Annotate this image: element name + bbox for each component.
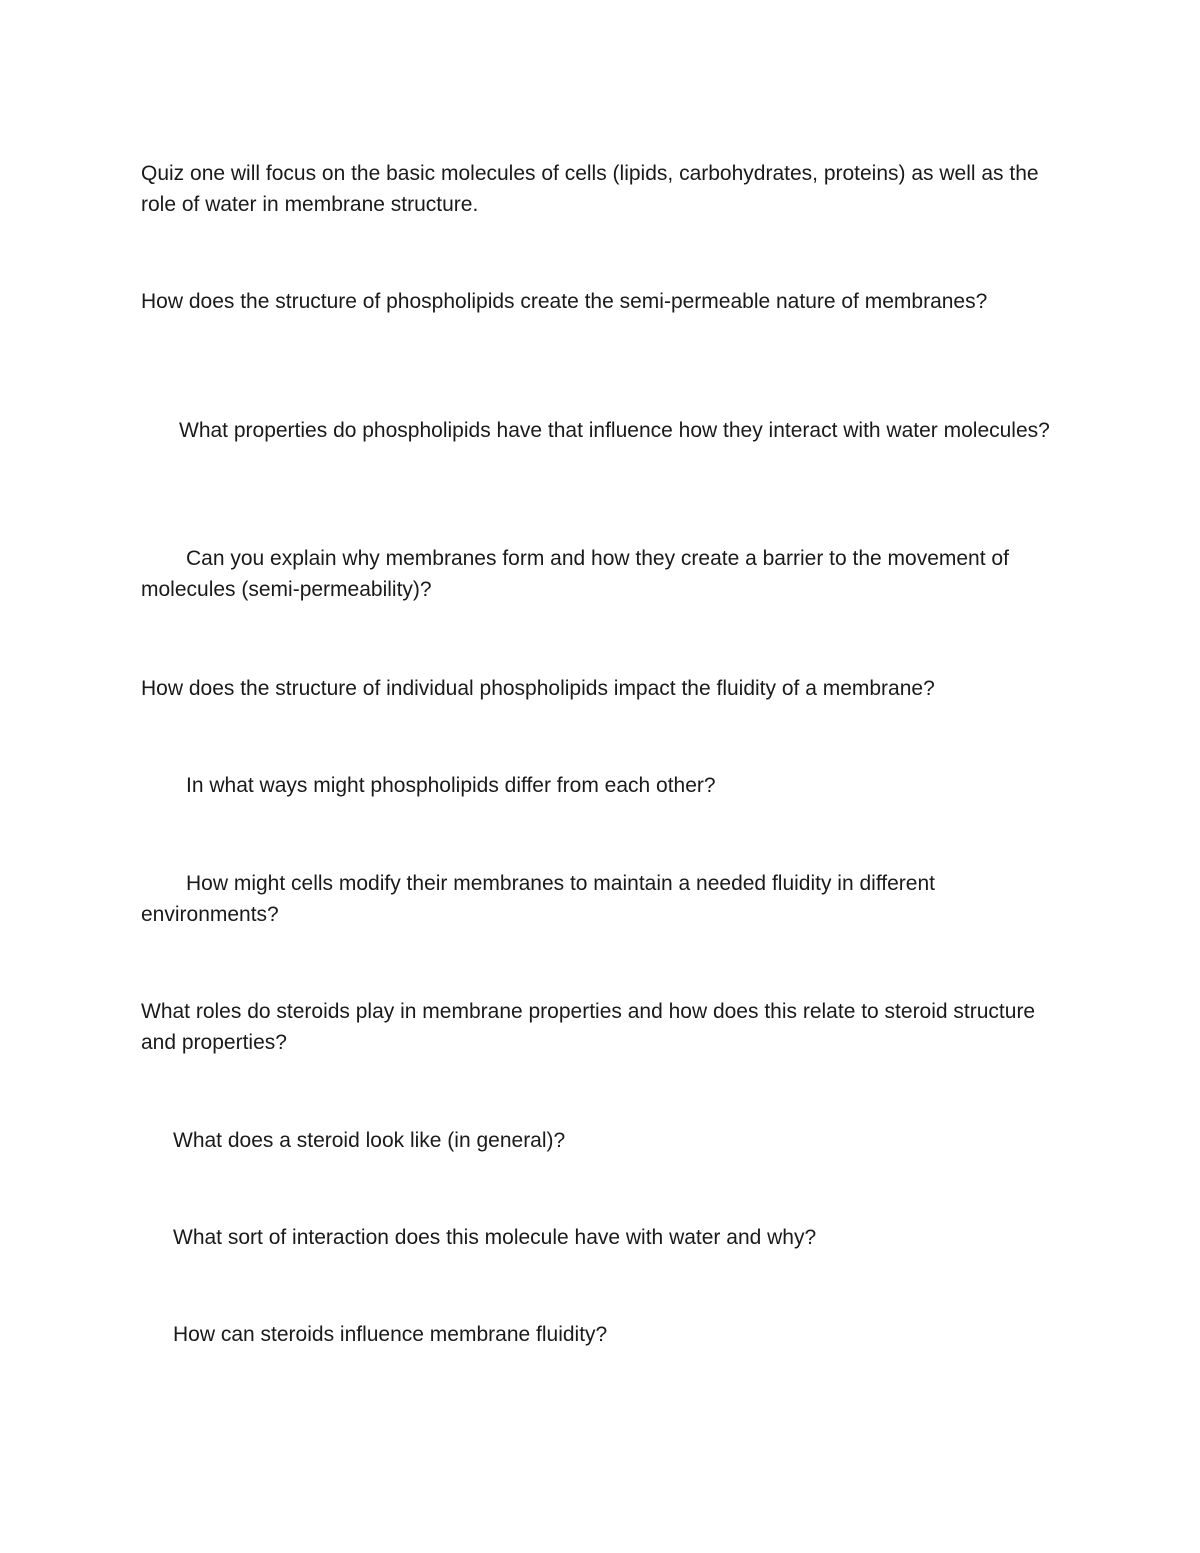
subquestion-membrane-formation: Can you explain why membranes form and how they create a barrier to the movement of molecules (semi-permeability)? [141, 547, 1009, 601]
question-membrane-fluidity: How does the structure of individual phospholipids impact the fluidity of a membrane? [141, 677, 935, 700]
question-steroid-roles: What roles do steroids play in membrane properties and how does this relate to steroid structure and properties? [141, 1000, 1036, 1054]
subquestion-phospholipid-differences: In what ways might phospholipids differ from each other? [186, 774, 716, 797]
subquestion-phospholipid-properties: What properties do phospholipids have that influence how they interact with water molecules? [179, 419, 1050, 442]
question-phospholipid-structure: How does the structure of phospholipids create the semi-permeable nature of membranes? [141, 290, 988, 313]
subquestion-steroid-appearance: What does a steroid look like (in general)? [173, 1129, 566, 1152]
subquestion-steroid-water-interaction: What sort of interaction does this molecule have with water and why? [173, 1226, 817, 1249]
intro-paragraph: Quiz one will focus on the basic molecules of cells (lipids, carbohydrates, proteins) as well as the role of water in membrane structure. [141, 162, 1039, 216]
subquestion-steroid-fluidity: How can steroids influence membrane fluidity? [173, 1323, 608, 1346]
subquestion-membrane-modification: How might cells modify their membranes to maintain a needed fluidity in different environments? [141, 872, 935, 926]
